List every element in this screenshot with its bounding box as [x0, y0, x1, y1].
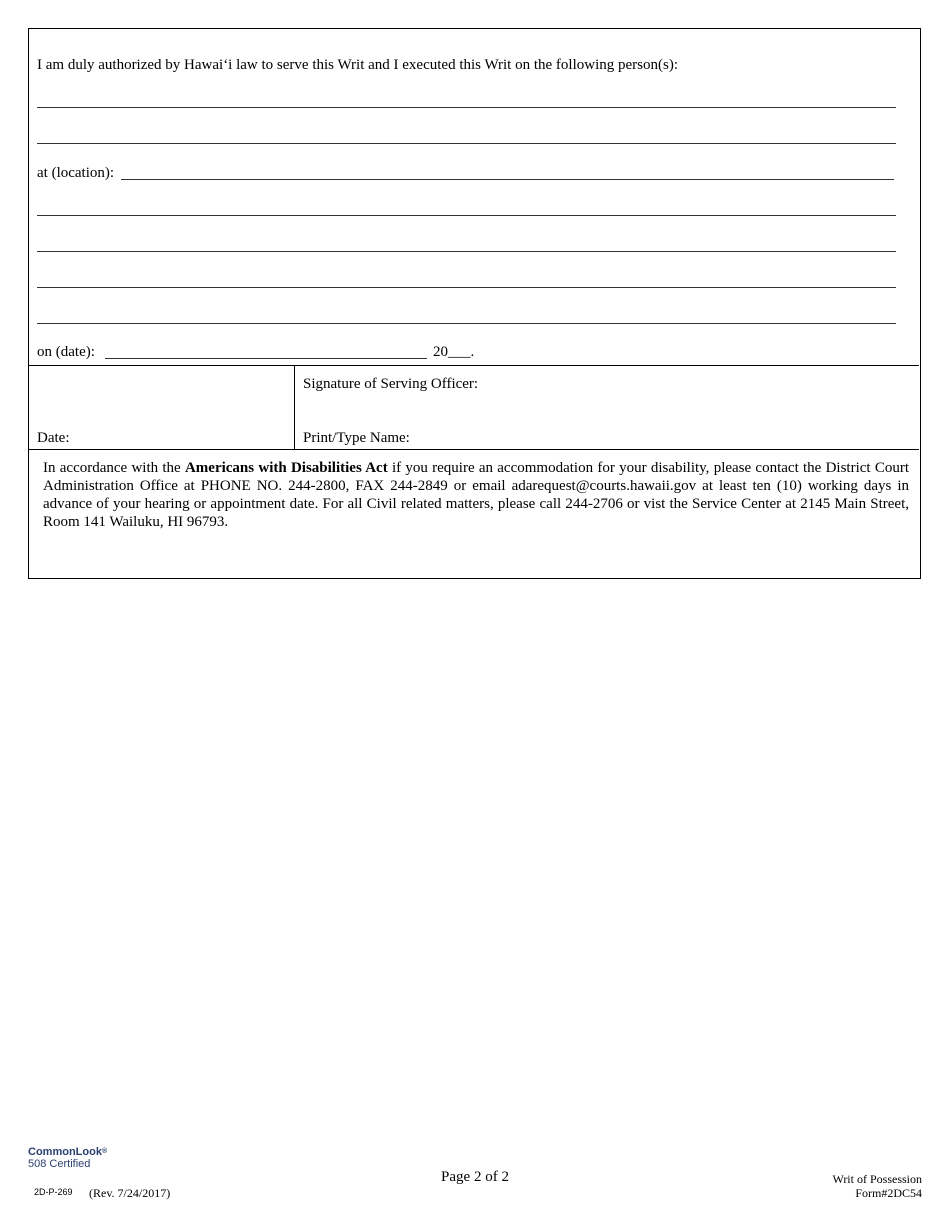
print-name-label[interactable]: Print/Type Name:	[303, 430, 410, 446]
signing-date-label[interactable]: Date:	[37, 430, 70, 446]
signature-block-top-border	[29, 365, 919, 366]
persons-served-line-2[interactable]	[37, 143, 896, 144]
ada-block-top-border	[29, 449, 919, 450]
location-line-3[interactable]	[37, 251, 896, 252]
service-date-line[interactable]	[105, 358, 427, 359]
service-year-field[interactable]: 20___.	[433, 344, 475, 360]
logo-registered-mark: ®	[101, 1148, 108, 1155]
ada-act-name: Americans with Disabilities Act	[184, 460, 388, 476]
form-title: Writ of Possession	[832, 1172, 922, 1186]
location-line-2[interactable]	[37, 215, 896, 216]
signature-block-divider	[294, 365, 295, 449]
location-line-5[interactable]	[37, 323, 896, 324]
location-line-4[interactable]	[37, 287, 896, 288]
ada-notice-body: if you require an accommodation for your disability, please contact the District Court Administration Office at PHONE NO. 244-2800, FAX 244-2849 or email adarequest@courts.hawaii.gov at least ten (10) working days in advance of your hearing or appointment date. For all Civil related matters, please call 244-2706 or vist the Service Center at 2145 Main Street, Room 141 Wailuku, HI 96793.	[43, 460, 909, 530]
form-number: 2D-P-269	[34, 1187, 73, 1197]
service-intro-text: I am duly authorized by Hawai‘i law to serve this Writ and I executed this Writ on the following person(s):	[37, 57, 678, 73]
location-label: at (location):	[37, 165, 115, 181]
location-line-1[interactable]	[121, 179, 894, 180]
signature-label: Signature of Serving Officer:	[303, 376, 479, 392]
form-title-block	[832, 1172, 922, 1200]
persons-served-line-1[interactable]	[37, 107, 896, 108]
ada-notice	[43, 459, 909, 531]
page-number: Page 2 of 2	[441, 1169, 509, 1185]
form-id: Form#2DC54	[855, 1186, 922, 1200]
ada-notice-prefix: In accordance with the	[43, 460, 185, 476]
logo-certification: 508 Certified	[28, 1158, 91, 1170]
writ-return-form	[28, 28, 921, 579]
revision-date: (Rev. 7/24/2017)	[89, 1186, 171, 1200]
logo-name: CommonLook	[28, 1146, 102, 1158]
commonlook-logo	[28, 1146, 107, 1170]
service-date-label: on (date):	[37, 344, 95, 360]
